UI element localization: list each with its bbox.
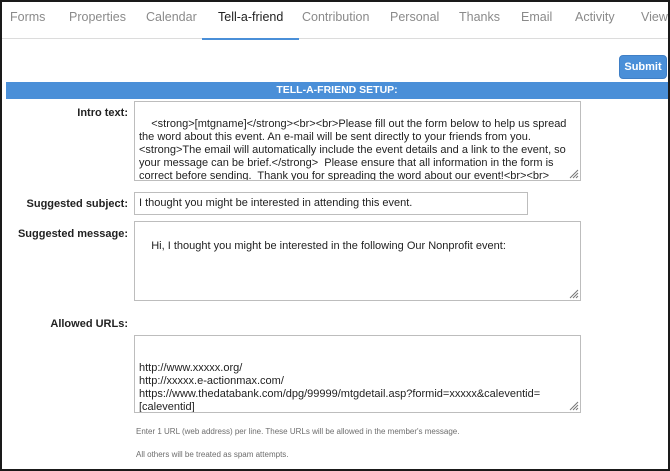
- suggested-subject-value: I thought you might be interested in attending this event.: [139, 197, 413, 209]
- tab-activity[interactable]: Activity: [575, 10, 615, 24]
- tab-view[interactable]: View: [641, 10, 668, 24]
- section-header: TELL-A-FRIEND SETUP:: [6, 82, 668, 99]
- spam-hint: All others will be treated as spam attempts.: [136, 450, 289, 459]
- allowed-urls-field[interactable]: [134, 335, 581, 413]
- allowed-urls-value: http://www.xxxxx.org/ http://xxxxx.e-actionmax.com/ https://www.thedatabank.com/dpg/99999/mtgdetail.asp?formid=xxxxx&caleventid=[caleventid]: [139, 362, 541, 413]
- tab-bar: [2, 2, 670, 39]
- intro-text-field[interactable]: [134, 101, 581, 181]
- suggested-message-label: Suggested message:: [17, 228, 128, 240]
- resize-grip-icon[interactable]: [567, 167, 579, 179]
- tab-thanks[interactable]: Thanks: [459, 10, 500, 24]
- resize-grip-icon[interactable]: [567, 287, 579, 299]
- tab-personal[interactable]: Personal: [390, 10, 440, 24]
- resize-grip-icon[interactable]: [567, 399, 579, 411]
- tab-properties[interactable]: Properties: [69, 10, 126, 24]
- tab-tell-a-friend[interactable]: Tell-a-friend: [218, 2, 283, 39]
- intro-text-value: <strong>[mtgname]</strong><br><br>Please fill out the form below to help us spread the word about this event. An e-mail will be sent directly to your friends from you. <strong>The email will automatically include the event details and a link to the event, so your message can be brief.</strong> Please ensure that all information in the form is correct before sending. Thank you for spreading the word about our event!<br><br>: [139, 118, 570, 181]
- tab-forms[interactable]: Forms: [10, 10, 46, 24]
- suggested-message-field[interactable]: [134, 221, 581, 301]
- submit-button[interactable]: Submit: [619, 55, 667, 79]
- intro-text-label: Intro text:: [77, 107, 128, 119]
- allowed-urls-hint: Enter 1 URL (web address) per line. These URLs will be allowed in the member's message.: [136, 427, 460, 436]
- tab-calendar[interactable]: Calendar: [146, 10, 197, 24]
- tab-email[interactable]: Email: [521, 10, 553, 24]
- allowed-urls-label: Allowed URLs:: [50, 318, 128, 330]
- suggested-message-value: Hi, I thought you might be interested in the following Our Nonprofit event:: [151, 240, 506, 252]
- suggested-subject-label: Suggested subject:: [26, 198, 128, 210]
- tab-contribution[interactable]: Contribution: [302, 10, 370, 24]
- suggested-subject-field[interactable]: [134, 192, 528, 215]
